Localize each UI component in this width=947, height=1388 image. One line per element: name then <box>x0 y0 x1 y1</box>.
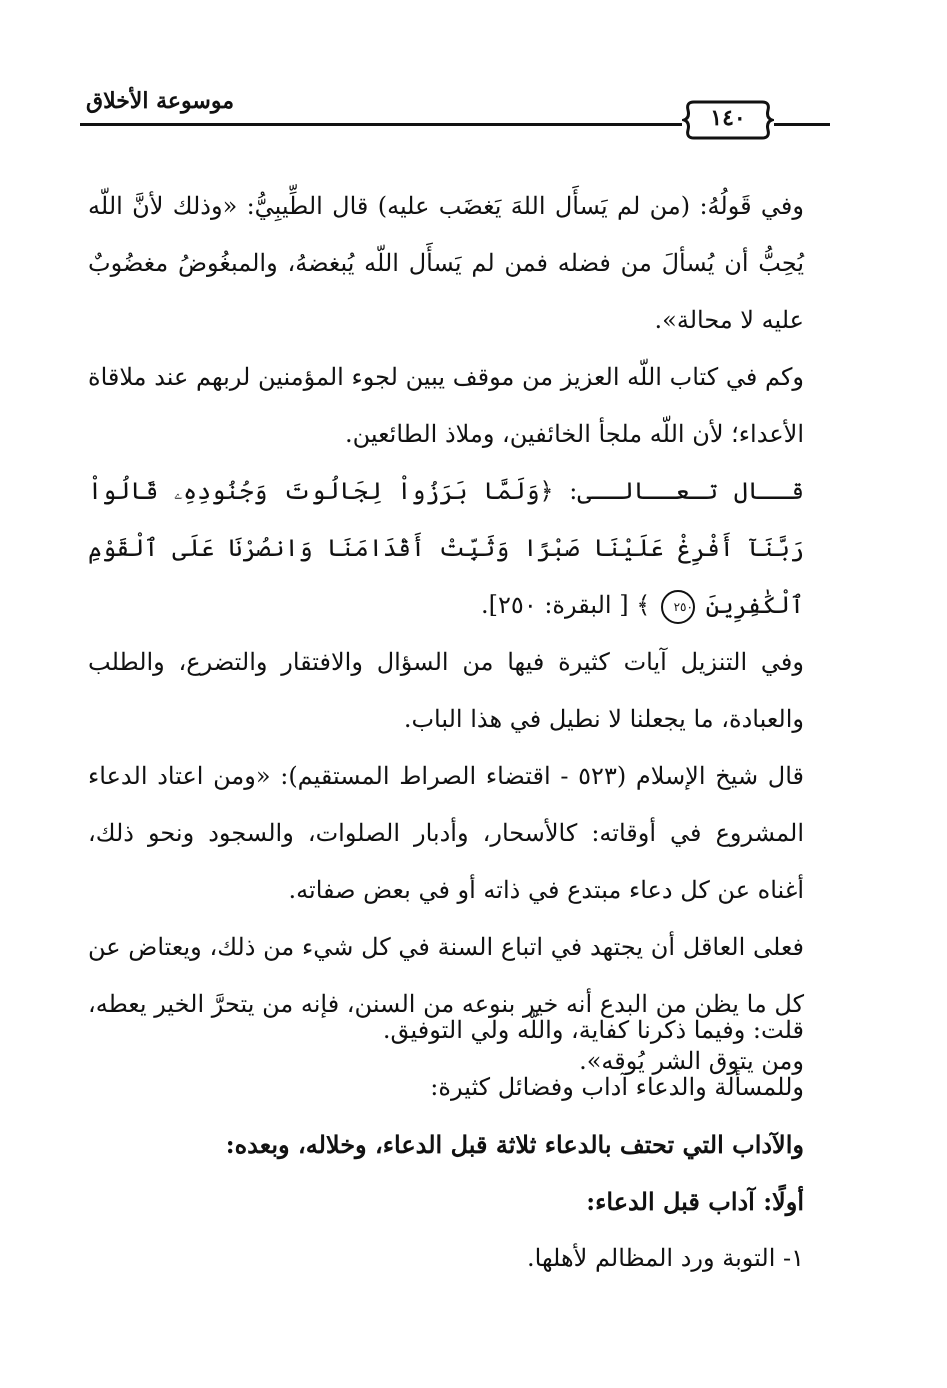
quran-verse: ﴿وَلَمَّا بَرَزُواْ لِجَالُوتَ وَجُنُودِهِۦ قَالُواْ رَبَّنَآ أَفْرِغْ عَلَيْنَا صَبْرًا وَثَبِّتْ أَقْدَامَنَا وَانصُرْنَا عَلَى ٱلْقَوْمِ ٱلْكَٰفِرِينَ <box>88 477 804 619</box>
paragraph-6: فعلى العاقل أن يجتهد في اتباع السنة في كل شيء من ذلك، ويعتاض عن كل ما يظن من البدع أنه خير بنوعه من السنن، فإنه من يتحرَّ الخير يعطه، ومن يتوق الشر يُوقه». <box>88 933 804 1075</box>
page-number-badge <box>682 98 774 142</box>
quran-intro: قــال تـعــالــى: <box>569 477 805 505</box>
page-header <box>80 82 830 132</box>
paragraph-1: وفي قَولُهُ: (من لم يَسأَل اللهَ يَغضَب عليه) قال الطِّيبِيُّ: «وذلك لأنَّ اللّه يُحِبُّ أن يُسألَ من فضله فمن لم يَسأَل اللّه يُبغضهُ، والمبغُوضُ مغضُوبٌ عليه لا محالة». <box>88 192 804 334</box>
quran-reference: ﴾ [ البقرة: ٢٥٠]. <box>481 591 651 619</box>
closing-lines <box>88 1002 804 1287</box>
ayah-number: ٢٥٠ <box>661 590 695 624</box>
paragraph-3 <box>88 463 834 634</box>
paragraph-4: وفي التنزيل آيات كثيرة فيها من السؤال والافتقار والتضرع، والطلب والعبادة، ما يجعلنا لا نطيل في هذا الباب. <box>88 648 804 733</box>
section-heading-before-dua: أولًا: آداب قبل الدعاء: <box>586 1187 804 1216</box>
paragraph-5: قال شيخ الإسلام (٥٢٣ - اقتضاء الصراط المستقيم): «ومن اعتاد الدعاء المشروع في أوقاته: كالأسحار، وأدبار الصلوات، والسجود ونحو ذلك، أغناه عن كل دعاء مبتدع في ذاته أو في بعض صفاته. <box>88 762 805 904</box>
paragraph-2: وكم في كتاب اللّه العزيز من موقف يبين لجوء المؤمنين لربهم عند ملاقاة الأعداء؛ لأن اللّه ملجأ الخائفين، وملاذ الطائعين. <box>88 363 804 448</box>
line-sufficiency: قلت: وفيما ذكرنا كفاية، واللّه ولي التوفيق. <box>382 1016 804 1044</box>
running-title: موسوعة الأخلاق <box>86 88 234 114</box>
page-number: ١٤٠ <box>710 105 746 131</box>
main-text <box>88 178 834 1090</box>
list-item-1: ١- التوبة ورد المظالم لأهلها. <box>527 1244 804 1272</box>
line-etiquette-intro: وللمسألة والدعاء آداب وفضائل كثيرة: <box>430 1073 804 1101</box>
line-etiquette-three: والآداب التي تحتف بالدعاء ثلاثة قبل الدعاء، وخلاله، وبعده: <box>225 1130 804 1159</box>
